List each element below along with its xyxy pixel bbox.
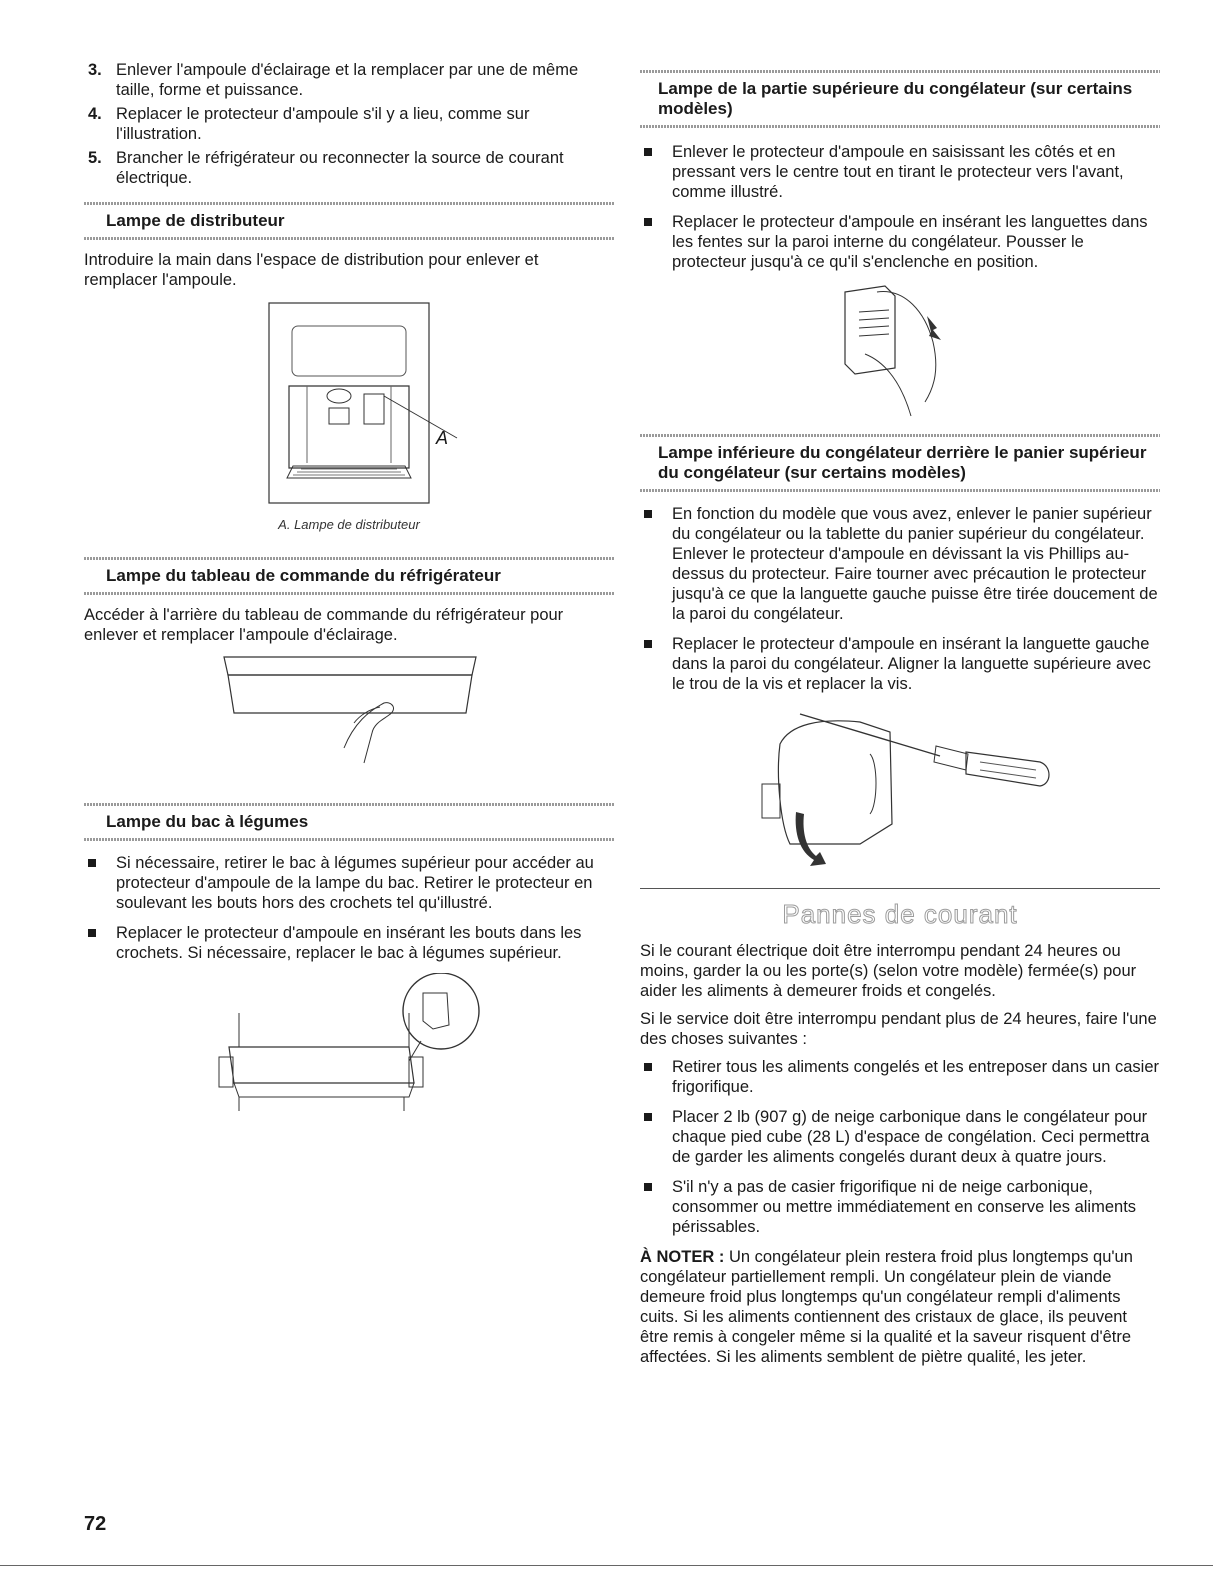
step-number: 4. [88,105,102,123]
power-outage-para1: Si le courant électrique doit être interrompu pendant 24 heures ou moins, garder la ou les porte(s) (selon votre modèle) fermée(s) pour aider les aliments à demeurer froids et congelés. [640,942,1137,1000]
section-rule [84,557,614,560]
power-outage-title: Pannes de courant [782,899,1018,929]
upper-freezer-heading: Lampe de la partie supérieure du congélateur (sur certains modèles) [658,79,1133,118]
right-column [640,70,1160,1375]
control-panel-illustration [214,653,484,773]
callout-label-a: A [436,428,449,448]
note-label: À NOTER : [640,1248,725,1266]
bullet-item: Si nécessaire, retirer le bac à légumes supérieur pour accéder au protecteur d'ampoule de la lampe du bac. Retirer le protecteur en soulevant les bouts hors des crochets tel qu'illustré. [84,853,614,913]
step-item [84,148,614,188]
bullet-item: Replacer le protecteur d'ampoule en insérant les languettes dans les fentes sur la paroi interne du congélateur. Pousser le protecteur jusqu'à ce qu'il s'enclenche en position. [640,212,1160,272]
section-rule [84,592,614,595]
control-panel-heading: Lampe du tableau de commande du réfrigérateur [106,566,501,585]
bullet-item: S'il n'y a pas de casier frigorifique ni de neige carbonique, consommer ou mettre immédiatement en conserve les aliments périssables. [640,1177,1160,1237]
upper-freezer-illustration [815,282,985,422]
section-rule [84,838,614,841]
bullet-item: Enlever le protecteur d'ampoule en saisissant les côtés et en pressant vers le centre tout en tirant le protecteur vers l'avant, comme illustré. [640,142,1160,202]
left-column [84,60,614,1535]
power-outage-bullets [640,1057,1160,1237]
bullet-item: Replacer le protecteur d'ampoule en insérant la languette gauche dans la paroi du congélateur. Aligner la languette supérieure avec le trou de la vis et replacer la vis. [640,634,1160,694]
section-rule [640,489,1160,492]
bullet-item: Retirer tous les aliments congelés et les entreposer dans un casier frigorifique. [640,1057,1160,1097]
step-number: 3. [88,61,102,79]
bullet-item: Replacer le protecteur d'ampoule en insérant les bouts dans les crochets. Si nécessaire, replacer le bac à légumes supérieur. [84,923,614,963]
step-number: 5. [88,149,102,167]
step-item [84,60,614,100]
dispenser-illustration [229,298,469,513]
dispenser-heading: Lampe de distributeur [106,211,285,230]
step-item [84,104,614,144]
steps-list [84,60,614,188]
power-outage-note [640,1247,1160,1367]
lower-freezer-illustration [740,704,1060,874]
bullet-item: Placer 2 lb (907 g) de neige carbonique dans le congélateur pour chaque pied cube (28 L) d'espace de congélation. Ceci permettra de garder les aliments congelés durant deux à quatre jours. [640,1107,1160,1167]
bullet-item: En fonction du modèle que vous avez, enlever le panier supérieur du congélateur ou la tablette du panier supérieur du congélateur. Enlever le protecteur d'ampoule en dévissant la vis Phillips au-dessus du protecteur. Faire tourner avec précaution le protecteur jusqu'à ce que la languette gauche puisse être tirée doucement de la paroi du congélateur. [640,504,1160,624]
note-text: Un congélateur plein restera froid plus longtemps qu'un congélateur partiellement rempli. Un congélateur plein de viande demeure froid plus longtemps qu'un congélateur rempli d'aliments cuits. Si les aliments contiennent des cristaux de glace, ils peuvent être remis à congeler même si la qualité et la saveur risquent d'être affectées. Si les aliments semblent de piètre qualité, les jeter. [640,1248,1133,1366]
section-rule [640,434,1160,437]
section-divider [640,888,1160,889]
dispenser-caption: A. Lampe de distributeur [278,517,420,532]
section-rule [84,202,614,205]
lower-freezer-bullets [640,504,1160,694]
crisper-illustration [209,973,489,1123]
crisper-heading: Lampe du bac à légumes [106,812,309,831]
section-rule [640,70,1160,73]
step-text: Enlever l'ampoule d'éclairage et la remplacer par une de même taille, forme et puissance. [116,61,579,99]
section-rule [640,125,1160,128]
dispenser-text: Introduire la main dans l'espace de distribution pour enlever et remplacer l'ampoule. [84,251,539,289]
page-bottom-rule [0,1565,1213,1566]
power-outage-para2: Si le service doit être interrompu pendant plus de 24 heures, faire l'une des choses suivantes : [640,1010,1157,1048]
upper-freezer-bullets [640,142,1160,272]
control-panel-text: Accéder à l'arrière du tableau de commande du réfrigérateur pour enlever et remplacer l'ampoule d'éclairage. [84,606,564,644]
step-text: Replacer le protecteur d'ampoule s'il y a lieu, comme sur l'illustration. [116,105,530,143]
section-rule [84,803,614,806]
step-text: Brancher le réfrigérateur ou reconnecter la source de courant électrique. [116,149,564,187]
crisper-bullets [84,853,614,963]
page-number: 72 [84,1513,107,1535]
section-rule [84,237,614,240]
lower-freezer-heading: Lampe inférieure du congélateur derrière le panier supérieur du congélateur (sur certains modèles) [658,443,1147,482]
